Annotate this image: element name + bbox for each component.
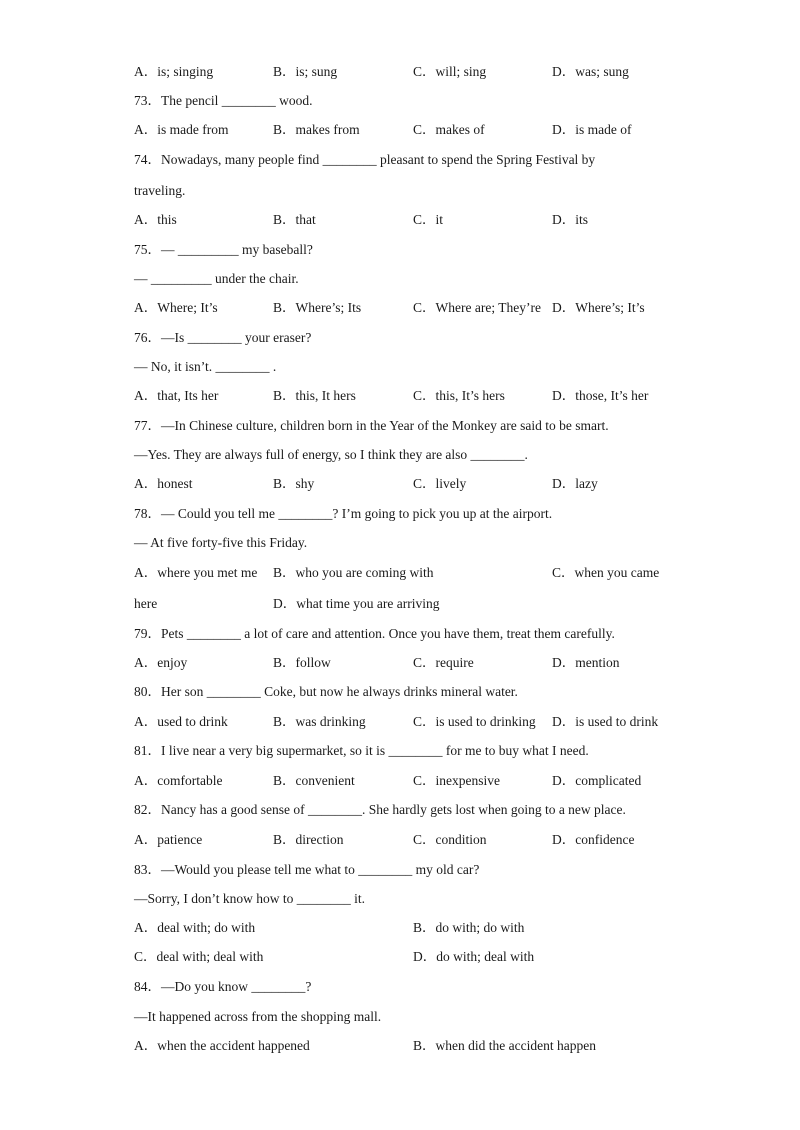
option-b: B．do with; do with [413, 920, 525, 935]
option-c: C．it [413, 212, 444, 227]
question-text: — At five forty-five this Friday. [134, 535, 308, 550]
option-a: A．deal with; do with [134, 920, 256, 935]
options-row [0, 712, 800, 732]
question-text: 79．Pets ________ a lot of care and attention. Once you have them, treat them carefully. [134, 626, 615, 641]
question-text: 84．—Do you know ________? [134, 979, 312, 994]
question-line [0, 533, 800, 553]
option-a: A．is made from [134, 122, 229, 137]
question-text: 78．— Could you tell me ________? I’m going to pick you up at the airport. [134, 506, 553, 521]
question-line [0, 150, 800, 170]
question-text: 76．—Is ________ your eraser? [134, 330, 312, 345]
option-d: D．is made of [552, 122, 632, 137]
option-a: A．patience [134, 832, 203, 847]
option-a: A．is; singing [134, 64, 214, 79]
option-c: C．require [413, 655, 474, 670]
question-line [0, 445, 800, 465]
question-text: 80．Her son ________ Coke, but now he always drinks mineral water. [134, 684, 518, 699]
option-b: B．was drinking [273, 714, 366, 729]
option-b: B．who you are coming with [273, 565, 434, 580]
question-text: — No, it isn’t. ________ . [134, 359, 277, 374]
option-d: D．do with; deal with [413, 949, 535, 964]
question-line [0, 416, 800, 436]
question-line [0, 328, 800, 348]
options-row [0, 653, 800, 673]
option-c: C．condition [413, 832, 487, 847]
question-line [0, 181, 800, 201]
question-line [0, 800, 800, 820]
question-text: — _________ under the chair. [134, 271, 299, 286]
option-b: B．shy [273, 476, 315, 491]
option-d: D．confidence [552, 832, 635, 847]
question-text: 75．— _________ my baseball? [134, 242, 313, 257]
option-d: D．those, It’s her [552, 388, 649, 403]
options-row [0, 563, 800, 583]
question-line [0, 741, 800, 761]
question-line [0, 889, 800, 909]
option-a: A．where you met me [134, 565, 258, 580]
option-d: D．was; sung [552, 64, 629, 79]
question-text: traveling. [134, 183, 186, 198]
question-line [0, 357, 800, 377]
question-text: 74．Nowadays, many people find ________ pleasant to spend the Spring Festival by [134, 152, 596, 167]
option-d: D．Where’s; It’s [552, 300, 645, 315]
option-d: D．mention [552, 655, 620, 670]
option-a: A．honest [134, 476, 193, 491]
option-b: B．direction [273, 832, 344, 847]
question-line [0, 682, 800, 702]
option-b: B．follow [273, 655, 331, 670]
option-a: A．that, Its her [134, 388, 219, 403]
question-text: 77．—In Chinese culture, children born in the Year of the Monkey are said to be smart. [134, 418, 609, 433]
options-row [0, 298, 800, 318]
options-row [0, 918, 800, 938]
option-c: C．makes of [413, 122, 485, 137]
option-c: C．deal with; deal with [134, 949, 264, 964]
options-row [0, 210, 800, 230]
question-text: —It happened across from the shopping mall. [134, 1009, 382, 1024]
question-line [0, 860, 800, 880]
question-line [0, 240, 800, 260]
option-d: D．lazy [552, 476, 598, 491]
option-d: D．what time you are arriving [273, 596, 440, 611]
option-b: B．is; sung [273, 64, 338, 79]
question-line [0, 91, 800, 111]
options-row [0, 594, 800, 614]
option-a: A．Where; It’s [134, 300, 218, 315]
options-row [0, 771, 800, 791]
option-a: A．comfortable [134, 773, 223, 788]
question-line [0, 977, 800, 997]
option-c: C．when you came [552, 565, 660, 580]
option-c: C．inexpensive [413, 773, 500, 788]
question-text: —Sorry, I don’t know how to ________ it. [134, 891, 365, 906]
option-b: B．that [273, 212, 316, 227]
option-a: A．used to drink [134, 714, 228, 729]
option-d: D．its [552, 212, 589, 227]
options-row [0, 1036, 800, 1056]
option-d: D．is used to drink [552, 714, 659, 729]
option-c: C．will; sing [413, 64, 487, 79]
option-b: B．Where’s; Its [273, 300, 362, 315]
question-text: 73．The pencil ________ wood. [134, 93, 313, 108]
option-b: B．this, It hers [273, 388, 356, 403]
question-text: 82．Nancy has a good sense of ________. She hardly gets lost when going to a new place. [134, 802, 626, 817]
option-c: C．lively [413, 476, 467, 491]
options-row [0, 120, 800, 140]
question-line [0, 624, 800, 644]
option-a: A．this [134, 212, 177, 227]
question-text: 83．—Would you please tell me what to ________ my old car? [134, 862, 480, 877]
options-row [0, 474, 800, 494]
option-a: A．when the accident happened [134, 1038, 310, 1053]
options-row [0, 947, 800, 967]
question-line [0, 504, 800, 524]
options-row [0, 830, 800, 850]
option-c: C．is used to drinking [413, 714, 536, 729]
question-line [0, 269, 800, 289]
option-a: A．enjoy [134, 655, 188, 670]
option-b: B．convenient [273, 773, 355, 788]
option-c: C．Where are; They’re [413, 300, 541, 315]
options-row [0, 386, 800, 406]
options-row [0, 62, 800, 82]
question-line [0, 1007, 800, 1027]
option-wrap: here [134, 596, 158, 611]
option-d: D．complicated [552, 773, 642, 788]
question-text: —Yes. They are always full of energy, so I think they are also ________. [134, 447, 528, 462]
option-b: B．when did the accident happen [413, 1038, 596, 1053]
option-c: C．this, It’s hers [413, 388, 505, 403]
option-b: B．makes from [273, 122, 360, 137]
question-text: 81．I live near a very big supermarket, so it is ________ for me to buy what I need. [134, 743, 589, 758]
